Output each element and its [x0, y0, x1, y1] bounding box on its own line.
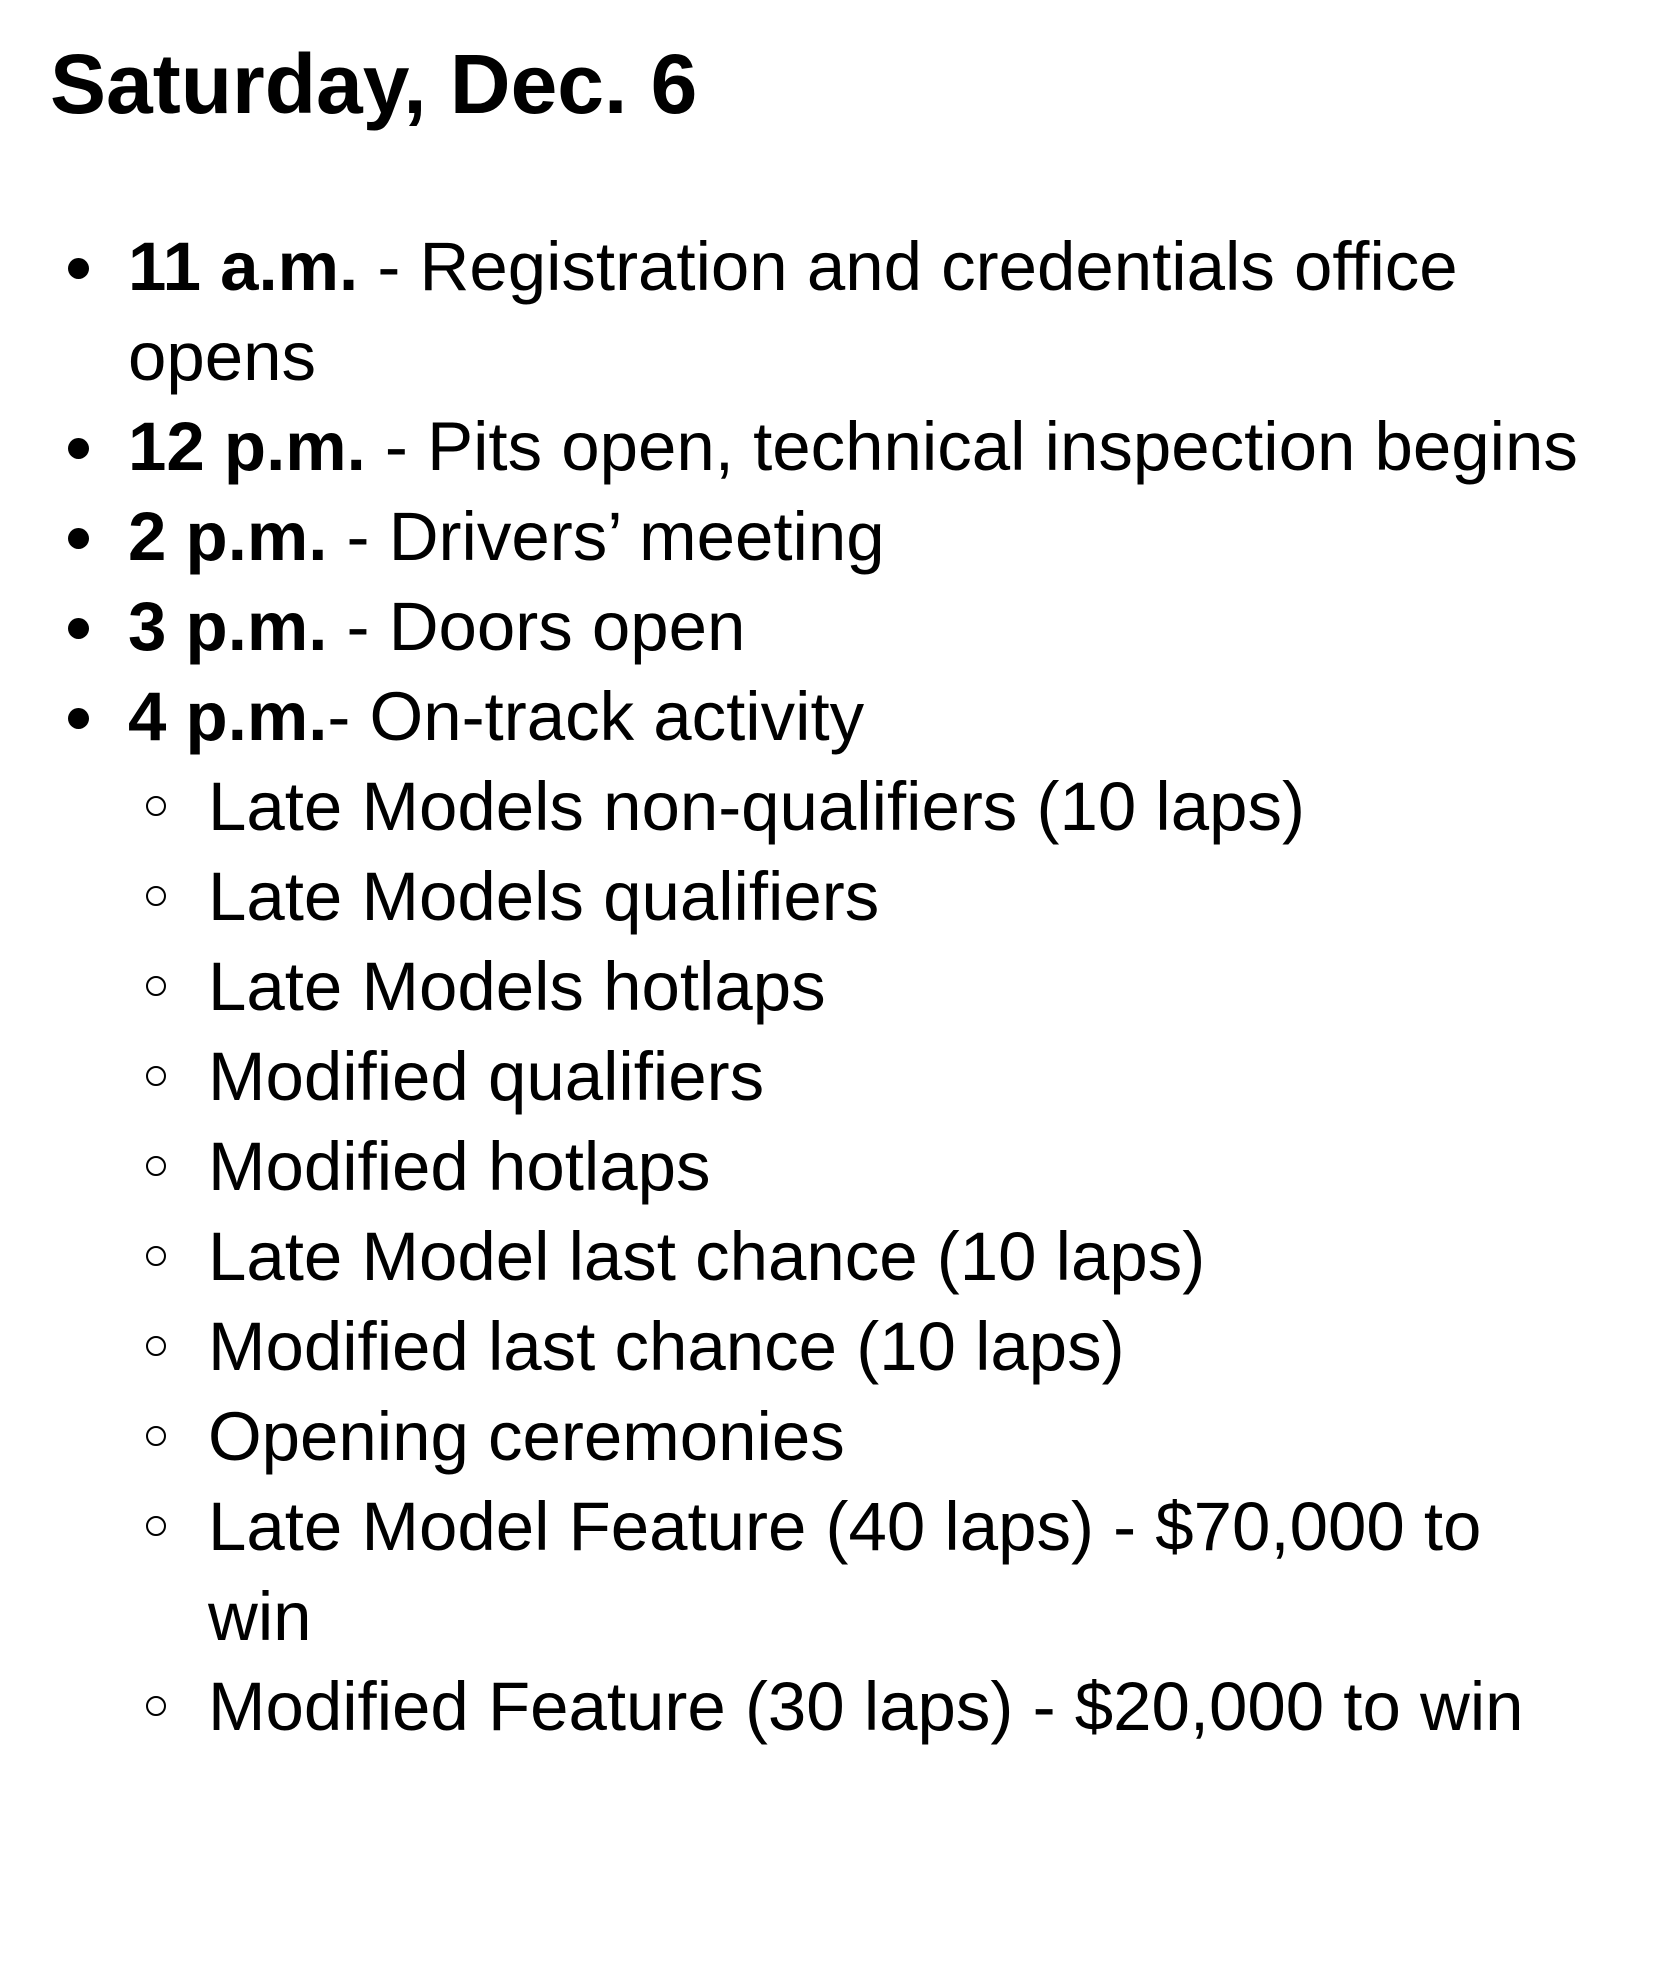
bullet-icon	[68, 438, 89, 459]
schedule-list	[0, 222, 1668, 1752]
circle-bullet-icon	[146, 1066, 166, 1086]
activity-label: Late Models hotlaps	[208, 948, 826, 1025]
activity-item	[0, 1302, 1628, 1392]
schedule-description: - Drivers’ meeting	[327, 498, 885, 575]
activity-label: Late Model last chance (10 laps)	[208, 1218, 1206, 1295]
activity-list	[128, 762, 1628, 1752]
schedule-description: - Doors open	[327, 588, 746, 665]
circle-bullet-icon	[146, 1426, 166, 1446]
activity-label: Opening ceremonies	[208, 1398, 845, 1475]
circle-bullet-icon	[146, 796, 166, 816]
schedule-item-4pm	[0, 672, 1668, 1752]
circle-bullet-icon	[146, 1336, 166, 1356]
activity-label: Modified Feature (30 laps) - $20,000 to win	[208, 1668, 1524, 1745]
bullet-icon	[68, 618, 89, 639]
activity-item	[0, 1212, 1628, 1302]
circle-bullet-icon	[146, 1696, 166, 1716]
circle-bullet-icon	[146, 1156, 166, 1176]
bullet-icon	[68, 708, 89, 729]
schedule-item-3pm	[0, 582, 1668, 672]
activity-item	[0, 1482, 1628, 1662]
schedule-time: 2 p.m.	[128, 498, 328, 575]
schedule-description: - On-track activity	[327, 678, 865, 755]
activity-item	[0, 1032, 1628, 1122]
circle-bullet-icon	[146, 886, 166, 906]
activity-item	[0, 852, 1628, 942]
activity-item	[0, 762, 1628, 852]
activity-label: Modified last chance (10 laps)	[208, 1308, 1125, 1385]
activity-item	[0, 942, 1628, 1032]
circle-bullet-icon	[146, 976, 166, 996]
activity-item	[0, 1122, 1628, 1212]
activity-label: Modified hotlaps	[208, 1128, 711, 1205]
activity-label: Modified qualifiers	[208, 1038, 765, 1115]
activity-item	[0, 1662, 1628, 1752]
schedule-time: 4 p.m.	[128, 678, 328, 755]
page-title: Saturday, Dec. 6	[50, 37, 698, 131]
activity-label: Late Model Feature (40 laps) - $70,000 to win	[208, 1488, 1482, 1655]
bullet-icon	[68, 528, 89, 549]
circle-bullet-icon	[146, 1516, 166, 1536]
schedule-description: - Pits open, technical inspection begins	[365, 408, 1578, 485]
schedule-time: 12 p.m.	[128, 408, 366, 485]
bullet-icon	[68, 258, 89, 279]
activity-label: Late Models qualifiers	[208, 858, 880, 935]
schedule-time: 3 p.m.	[128, 588, 328, 665]
schedule-time: 11 a.m.	[128, 228, 359, 305]
circle-bullet-icon	[146, 1246, 166, 1266]
activity-item	[0, 1392, 1628, 1482]
schedule-item-12pm	[0, 402, 1668, 492]
schedule-item-2pm	[0, 492, 1668, 582]
schedule-item-11am	[0, 222, 1668, 402]
schedule-description: - Registration and credentials office opens	[128, 228, 1458, 395]
activity-label: Late Models non-qualifiers (10 laps)	[208, 768, 1305, 845]
